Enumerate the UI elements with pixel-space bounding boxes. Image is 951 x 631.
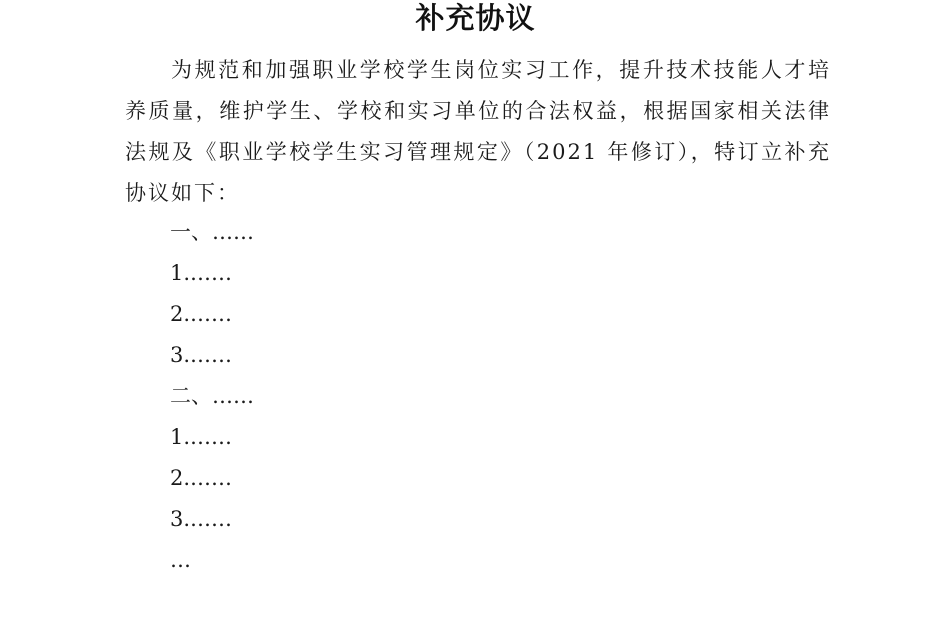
clause-item: 1.…… [170, 425, 233, 449]
clause-heading-1: 一、…… [170, 220, 254, 244]
intro-paragraph: 为规范和加强职业学校学生岗位实习工作，提升技术技能人才培养质量，维护学生、学校和实习单位的合法权益，根据国家相关法律法规及《职业学校学生实习管理规定》（2021 年修订），特订立补充协议如下： [125, 58, 831, 205]
clause-heading-2: 二、…… [170, 384, 254, 408]
clause-item: 3.…… [170, 343, 233, 367]
clause-item: 1.…… [170, 261, 233, 285]
clause-ellipsis: … [170, 548, 191, 572]
clause-item: 2.…… [170, 466, 233, 490]
clause-item: 3.…… [170, 507, 233, 531]
clause-list [170, 212, 254, 581]
document-title: 补充协议 [415, 1, 536, 35]
clause-item: 2.…… [170, 302, 233, 326]
